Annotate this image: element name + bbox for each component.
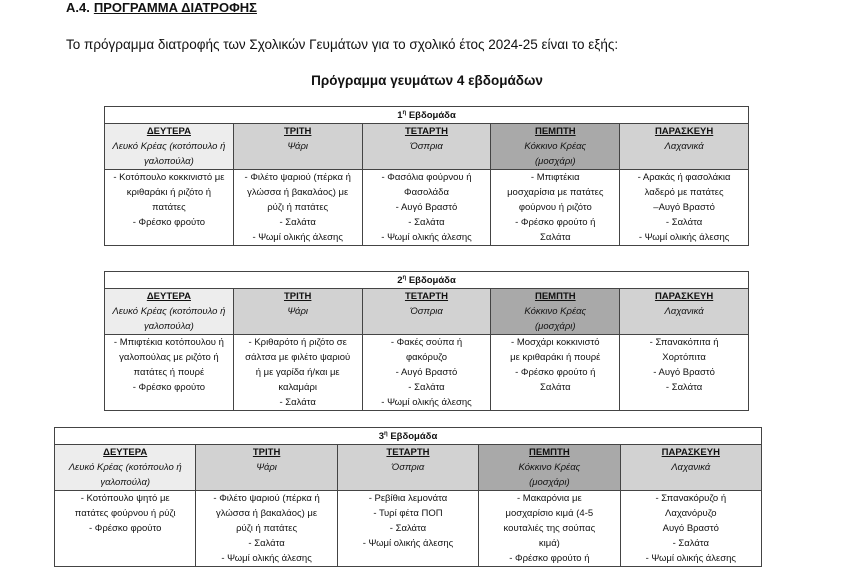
meal-item: Φασολάδα [404,187,449,198]
day-name: ΔΕΥΤΕΡΑ [146,291,191,302]
food-category: Όσπρια [391,462,425,473]
day-name: ΤΕΤΑΡΤΗ [404,291,449,302]
day-name: ΤΡΙΤΗ [252,447,281,458]
meal-item: - Αυγό Βραστό [653,367,715,378]
food-category: Λαχανικά [671,462,711,473]
meal-item: φούρνου ή ριζότο [518,202,592,213]
food-category: Λευκό Κρέας (κοτόπουλο ή [112,306,226,317]
day-name: ΠΑΡΑΣΚΕΥΗ [661,447,720,458]
meal-item: - Αρακάς ή φασολάκια [637,172,731,183]
food-category: Όσπρια [410,306,443,317]
meal-item: - Φρέσκο φρούτο ή [515,367,596,378]
meal-item: Χορτόπιτα [662,352,706,363]
meal-item: - Φρέσκο φρούτο ή [509,553,590,564]
meal-item: - Σαλάτα [665,217,703,228]
meal-cell [196,491,337,567]
meal-item: κιμά) [538,538,560,549]
week-number: 1 [397,110,403,121]
day-header-cell [620,445,761,491]
meal-cell [233,170,362,246]
meal-item: Σαλάτα [540,382,571,393]
food-category: Λευκό Κρέας (κοτόπουλο ή [112,141,226,152]
food-category: Λαχανικά [664,306,704,317]
meal-item: - Φρέσκο φρούτο [132,217,206,228]
meal-item: - Κοτόπουλο ψητό με [80,493,170,504]
week-label: Εβδομάδα [390,431,438,442]
day-name: ΠΑΡΑΣΚΕΥΗ [654,126,714,137]
day-header-cell [479,445,620,491]
meal-item: κουταλιές της σούπας [503,523,596,534]
food-category: Ψάρι [256,462,277,473]
food-category: γαλοπούλα) [100,477,151,488]
week-header [105,107,749,124]
meal-item: φακόρυζο [405,352,447,363]
schedule-title: Πρόγραμμα γευμάτων 4 εβδομάδων [311,73,543,88]
meal-item: - Ψωμί ολικής άλεσης [381,232,472,243]
meal-cell [233,335,362,411]
day-name: ΔΕΥΤΕΡΑ [146,126,191,137]
day-header-cell [362,124,491,170]
meal-cell [105,170,234,246]
meal-item: - Αυγό Βραστό [395,202,458,213]
day-name: ΠΕΜΠΤΗ [534,126,576,137]
day-name: ΤΡΙΤΗ [283,291,312,302]
meal-item: - Ψωμί ολικής άλεσης [362,538,454,549]
week-table [104,106,749,246]
meal-item: - Σαλάτα [665,382,703,393]
meal-item: γλώσσα ή βακαλάος) με [216,508,318,519]
meal-item: - Φρέσκο φρούτο [89,523,162,534]
day-name: ΔΕΥΤΕΡΑ [103,447,148,458]
meal-cell [491,170,620,246]
meal-item: - Ψωμί ολικής άλεσης [252,232,343,243]
meal-item: μοσχαρίσια με πατάτες [507,187,604,198]
meal-item: - Κοτόπουλο κοκκινιστό με [113,172,225,183]
meal-item: - Σπανακόπιτα ή [649,337,719,348]
meal-item: - Σαλάτα [279,397,316,408]
week-number: 3 [378,431,385,442]
meal-item: πατάτες ή πουρέ [133,367,205,378]
meal-item: - Σαλάτα [279,217,316,228]
meal-item: - Σαλάτα [389,523,427,534]
meal-cell [105,335,234,411]
day-header-cell [233,124,362,170]
meal-item: - Σπανακόρυζο ή [655,493,727,504]
day-header-cell [105,289,234,335]
week-header [105,272,749,289]
food-category: γαλοπούλα) [144,321,194,332]
day-name: ΤΕΤΑΡΤΗ [404,126,449,137]
day-name: ΤΕΤΑΡΤΗ [386,447,430,458]
day-header-cell [362,289,491,335]
week-table [104,271,749,411]
day-header-cell [196,445,337,491]
meal-cell [620,335,749,411]
meal-item: - Μακαρόνια με [517,493,582,504]
meal-item: - Σαλάτα [672,538,709,549]
food-category: Κόκκινο Κρέας [518,462,581,473]
meal-item: - Φρέσκο φρούτο ή [515,217,596,228]
meal-item: - Μπιφτέκια [530,172,580,183]
food-category: Λευκό Κρέας (κοτόπουλο ή [68,462,182,473]
day-header-cell [233,289,362,335]
meal-cell [620,170,749,246]
meal-item: - Κριθαρότο ή ριζότο σε [248,337,347,348]
week-label: Εβδομάδα [408,275,456,286]
meal-item: μοσχαρίσιο κιμά (4-5 [505,508,594,519]
meal-item: - Σαλάτα [248,538,285,549]
meal-item: - Σαλάτα [408,217,445,228]
day-header-cell [337,445,478,491]
food-category: γαλοπούλα) [144,156,194,167]
meal-item: - Φιλέτο ψαριού (πέρκα ή [244,172,351,183]
meal-cell [479,491,620,567]
week-ordinal: η [384,430,388,437]
meal-item: πατάτες [152,202,186,213]
meal-item: - Ψωμί ολικής άλεσης [381,397,472,408]
meal-cell [620,491,761,567]
section-number: Α.4. [66,0,90,15]
meal-item: ή με γαρίδα ή/και με [255,367,340,378]
meal-item: με κριθαράκι ή πουρέ [510,352,601,363]
meal-item: πατάτες φούρνου ή ρύζι [74,508,176,519]
meal-item: λαδερό με πατάτες [644,187,724,198]
day-name: ΤΡΙΤΗ [283,126,312,137]
meal-item: - Ψωμί ολικής άλεσης [638,232,730,243]
day-header-cell [105,124,234,170]
meal-item: γαλοπούλας με ριζότο ή [119,352,219,363]
meal-item: σάλτσα με φιλέτο ψαριού [245,352,351,363]
meal-item: - Μπιφτέκια κοτόπουλου ή [113,337,224,348]
meal-cell [491,335,620,411]
week-label: Εβδομάδα [408,110,456,121]
day-header-cell [620,124,749,170]
meal-item: - Τυρί φέτα ΠΟΠ [373,508,443,519]
meal-item: ρύζι ή πατάτες [267,202,329,213]
food-category: (μοσχάρι) [529,477,570,488]
meal-cell [362,335,491,411]
day-header-cell [55,445,196,491]
week-header [55,428,762,445]
meal-item: - Μοσχάρι κοκκινιστό [511,337,600,348]
meal-item: κριθαράκι ή ριζότο ή [126,187,212,198]
food-category: Κόκκινο Κρέας [524,306,587,317]
meal-item: - Φασόλια φούρνου ή [381,172,472,183]
meal-item: γλώσσα ή βακαλάος) με [247,187,349,198]
meal-item: - Αυγό Βραστό [395,367,458,378]
meal-item: - Σαλάτα [408,382,445,393]
day-header-cell [491,124,620,170]
food-category: Ψάρι [287,141,309,152]
meal-cell [55,491,196,567]
week-number: 2 [397,275,403,286]
meal-item: Λαχανόρυζο [665,508,717,519]
week-table [54,427,762,567]
day-name: ΠΕΜΠΤΗ [529,447,570,458]
meal-item: Σαλάτα [540,232,571,243]
food-category: Κόκκινο Κρέας [524,141,587,152]
intro-paragraph: Το πρόγραμμα διατροφής των Σχολικών Γευμάτων για το σχολικό έτος 2024-25 είναι το εξής: [66,37,619,52]
day-name: ΠΑΡΑΣΚΕΥΗ [654,291,714,302]
meal-cell [337,491,478,567]
week-ordinal: η [402,274,407,281]
meal-cell [362,170,491,246]
day-header-cell [620,289,749,335]
meal-item: - Ψωμί ολικής άλεσης [221,553,312,564]
meal-item: –Αυγό Βραστό [653,202,715,213]
meal-item: ρύζι ή πατάτες [236,523,298,534]
meal-item: - Φακές σούπα ή [390,337,463,348]
day-name: ΠΕΜΠΤΗ [534,291,576,302]
section-title [66,0,257,15]
food-category: (μοσχάρι) [535,321,576,332]
meal-item: - Φιλέτο ψαριού (πέρκα ή [213,493,320,504]
food-category: Λαχανικά [664,141,704,152]
meal-item: Αυγό Βραστό [662,523,719,534]
meal-item: - Φρέσκο φρούτο [132,382,206,393]
week-ordinal: η [402,109,407,116]
day-header-cell [491,289,620,335]
meal-item: - Ψωμί ολικής άλεσης [645,553,736,564]
food-category: Ψάρι [287,306,309,317]
meal-item: καλαμάρι [278,382,318,393]
meal-item: - Ρεβίθια λεμονάτα [368,493,448,504]
section-heading: ΠΡΟΓΡΑΜΜΑ ΔΙΑΤΡΟΦΗΣ [93,0,257,15]
food-category: (μοσχάρι) [535,156,576,167]
food-category: Όσπρια [410,141,443,152]
